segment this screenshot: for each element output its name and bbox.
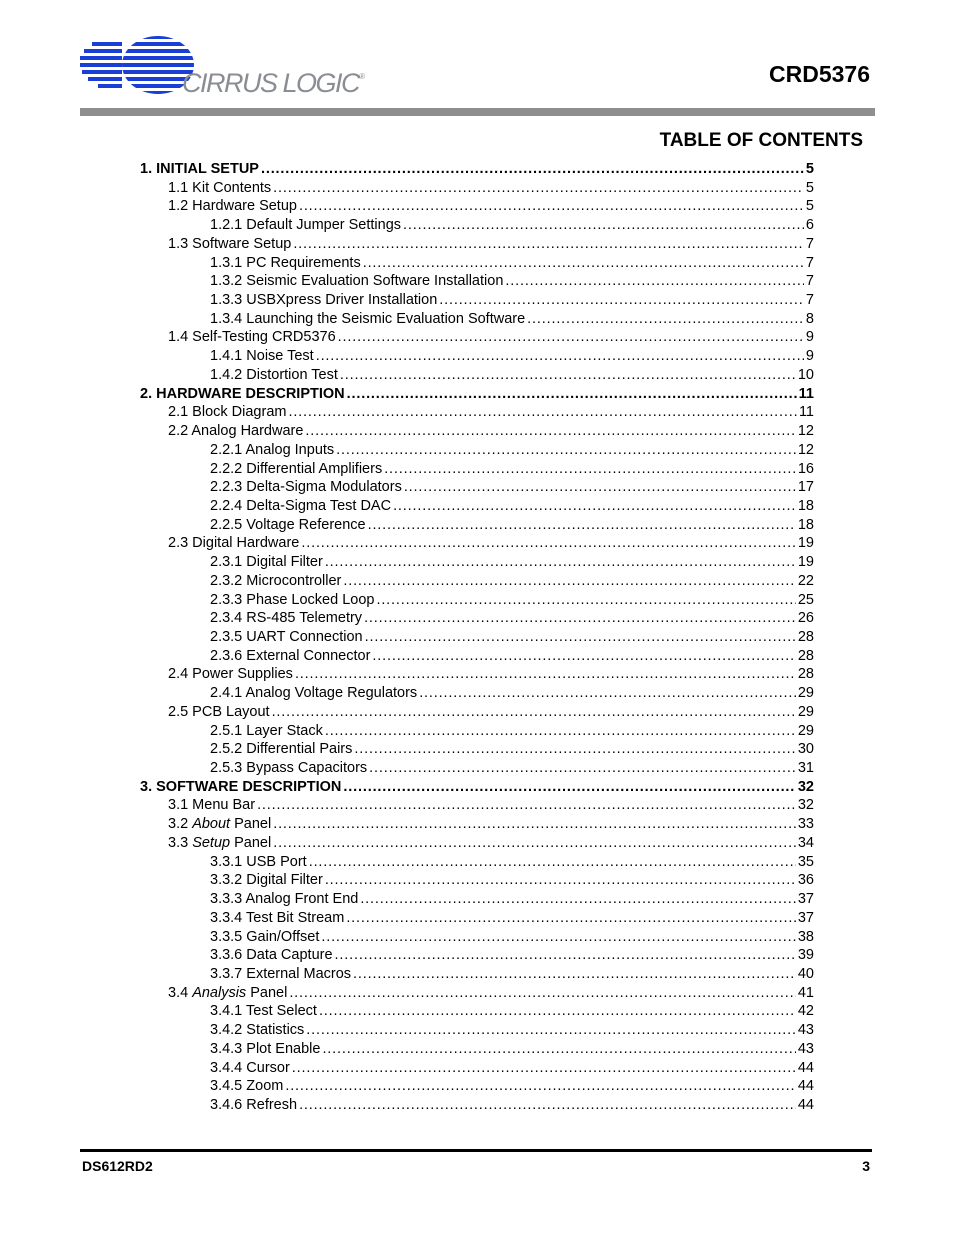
toc-entry[interactable] bbox=[140, 385, 814, 403]
toc-leader-dots bbox=[261, 160, 804, 178]
toc-entry-label: 3.3.7 External Macros bbox=[210, 965, 352, 982]
toc-entry-page: 31 bbox=[797, 760, 814, 777]
toc-entry-page: 10 bbox=[797, 366, 814, 383]
toc-leader-dots bbox=[306, 1021, 796, 1039]
toc-entry-page: 37 bbox=[797, 909, 814, 926]
toc-entry-label: 3.3.4 Test Bit Stream bbox=[210, 909, 345, 926]
toc-entry-label: 1.4.1 Noise Test bbox=[210, 348, 314, 365]
toc-leader-dots bbox=[363, 254, 804, 272]
toc-leader-dots bbox=[360, 890, 796, 908]
toc-entry[interactable] bbox=[168, 197, 814, 215]
footer-page-number: 3 bbox=[862, 1158, 870, 1174]
toc-entry-label: 2.3.3 Phase Locked Loop bbox=[210, 591, 375, 608]
toc-leader-dots bbox=[338, 328, 804, 346]
toc-entry-label: 2.2.1 Analog Inputs bbox=[210, 441, 335, 458]
toc-entry-label: 2.4.1 Analog Voltage Regulators bbox=[210, 685, 418, 702]
toc-entry[interactable] bbox=[210, 647, 814, 665]
toc-entry[interactable] bbox=[210, 759, 814, 777]
toc-entry-page: 16 bbox=[797, 460, 814, 477]
toc-entry-label: 3.3.5 Gain/Offset bbox=[210, 928, 320, 945]
toc-entry[interactable] bbox=[168, 665, 814, 683]
toc-entry-label: 3.4.2 Statistics bbox=[210, 1022, 305, 1039]
toc-entry[interactable] bbox=[168, 422, 814, 440]
toc-entry-page: 29 bbox=[797, 685, 814, 702]
toc-entry-label: 2.3.1 Digital Filter bbox=[210, 554, 323, 571]
toc-entry-label: 2.4 Power Supplies bbox=[168, 666, 293, 683]
toc-entry[interactable] bbox=[168, 534, 814, 552]
toc-leader-dots bbox=[325, 871, 796, 889]
toc-entry-label: 3.4.6 Refresh bbox=[210, 1097, 298, 1113]
toc-entry-page: 7 bbox=[805, 254, 814, 271]
toc-entry-page: 40 bbox=[797, 965, 814, 982]
toc-entry-label: 1.3 Software Setup bbox=[168, 235, 292, 252]
toc-leader-dots bbox=[346, 909, 796, 927]
toc-entry-page: 5 bbox=[805, 198, 814, 215]
toc-entry-page: 7 bbox=[805, 273, 814, 290]
toc-leader-dots bbox=[364, 609, 796, 627]
toc-entry[interactable] bbox=[210, 291, 814, 309]
toc-leader-dots bbox=[368, 516, 796, 534]
toc-leader-dots bbox=[384, 460, 796, 478]
toc-entry-page: 26 bbox=[797, 610, 814, 627]
toc-entry-label: 2.1 Block Diagram bbox=[168, 404, 287, 421]
toc-entry[interactable] bbox=[210, 216, 814, 234]
toc-entry-label: 3.3.6 Data Capture bbox=[210, 947, 333, 964]
toc-leader-dots bbox=[340, 366, 796, 384]
toc-entry-page: 19 bbox=[797, 554, 814, 571]
toc-entry-label: 1.4 Self-Testing CRD5376 bbox=[168, 329, 336, 346]
toc-entry-page: 38 bbox=[797, 928, 814, 945]
toc-entry-page: 39 bbox=[797, 947, 814, 964]
toc-leader-dots bbox=[325, 722, 796, 740]
toc-entry-label: 2.2.4 Delta-Sigma Test DAC bbox=[210, 497, 392, 514]
toc-entry-page: 43 bbox=[797, 1022, 814, 1039]
toc-leader-dots bbox=[527, 310, 804, 328]
toc-entry[interactable] bbox=[210, 460, 814, 478]
toc-entry[interactable] bbox=[210, 684, 814, 702]
toc-leader-dots bbox=[321, 928, 796, 946]
toc-entry[interactable] bbox=[210, 497, 814, 515]
toc-entry-page: 17 bbox=[797, 479, 814, 496]
toc-entry[interactable] bbox=[210, 740, 814, 758]
toc-leader-dots bbox=[273, 179, 804, 197]
toc-entry[interactable] bbox=[210, 254, 814, 272]
toc-entry-page: 11 bbox=[798, 385, 814, 402]
toc-entry[interactable] bbox=[210, 591, 814, 609]
toc-entry-label: 2.3.4 RS-485 Telemetry bbox=[210, 610, 363, 627]
toc-entry-page: 8 bbox=[805, 310, 814, 327]
toc-entry-page: 9 bbox=[805, 348, 814, 365]
toc-entry-label: 2.3.5 UART Connection bbox=[210, 629, 363, 645]
toc-entry[interactable] bbox=[168, 815, 814, 833]
toc-entry-label: 2.5.1 Layer Stack bbox=[210, 722, 323, 739]
toc-entry-page: 29 bbox=[797, 722, 814, 739]
toc-entry-page: 44 bbox=[797, 1059, 814, 1076]
toc-leader-dots bbox=[439, 291, 804, 309]
toc-entry-page: 7 bbox=[805, 235, 814, 252]
toc-entry[interactable] bbox=[210, 1059, 814, 1077]
toc-entry-label: 2. HARDWARE DESCRIPTION bbox=[140, 385, 345, 402]
toc-leader-dots bbox=[372, 647, 795, 665]
toc-entry-label: 3.4 Analysis Panel bbox=[168, 984, 288, 1001]
toc-entry-page: 25 bbox=[797, 591, 814, 608]
toc-leader-dots bbox=[403, 216, 804, 234]
toc-entry[interactable] bbox=[210, 572, 814, 590]
toc-entry-page: 44 bbox=[797, 1097, 814, 1113]
toc-entry-page: 18 bbox=[797, 497, 814, 514]
toc-entry[interactable] bbox=[210, 478, 814, 496]
toc-entry[interactable] bbox=[210, 628, 814, 646]
toc-entry[interactable] bbox=[210, 853, 814, 871]
toc-entry-page: 5 bbox=[805, 161, 814, 177]
toc-entry[interactable] bbox=[210, 928, 814, 946]
toc-entry-label: 1.4.2 Distortion Test bbox=[210, 366, 338, 383]
toc-entry-page: 6 bbox=[805, 217, 814, 234]
toc-entry-label: 2.5.2 Differential Pairs bbox=[210, 741, 353, 758]
toc-entry-page: 32 bbox=[797, 797, 814, 814]
toc-entry-page: 11 bbox=[798, 404, 814, 421]
toc-entry-label: 2.2 Analog Hardware bbox=[168, 423, 304, 440]
toc-leader-dots bbox=[354, 740, 795, 758]
toc-leader-dots bbox=[289, 984, 796, 1002]
logo-wordmark: CIRRUS LOGIC® bbox=[182, 68, 365, 98]
toc-leader-dots bbox=[288, 403, 796, 421]
page-title: TABLE OF CONTENTS bbox=[659, 130, 863, 151]
toc-entry-page: 34 bbox=[797, 834, 814, 851]
toc-leader-dots bbox=[273, 815, 796, 833]
toc-entry[interactable] bbox=[210, 609, 814, 627]
toc-entry-label: 3.1 Menu Bar bbox=[168, 797, 256, 814]
toc-leader-dots bbox=[343, 572, 796, 590]
toc-entry-label: 3.2 About Panel bbox=[168, 816, 272, 833]
footer-divider bbox=[80, 1149, 872, 1152]
toc-entry-label: 3.4.5 Zoom bbox=[210, 1078, 284, 1095]
toc-entry[interactable] bbox=[140, 778, 814, 796]
toc-entry[interactable] bbox=[140, 160, 814, 178]
toc-entry-label: 3.3.3 Analog Front End bbox=[210, 891, 359, 908]
toc-entry-page: 18 bbox=[797, 516, 814, 533]
toc-entry[interactable] bbox=[168, 235, 814, 253]
toc-entry[interactable] bbox=[210, 1096, 814, 1114]
toc-entry[interactable] bbox=[210, 1077, 814, 1095]
toc-entry[interactable] bbox=[168, 328, 814, 346]
toc-entry-page: 28 bbox=[797, 647, 814, 664]
toc-leader-dots bbox=[347, 385, 797, 403]
toc-entry-page: 9 bbox=[805, 329, 814, 346]
toc-entry-page: 33 bbox=[797, 816, 814, 833]
toc-entry-page: 29 bbox=[797, 703, 814, 720]
toc-leader-dots bbox=[305, 422, 795, 440]
toc-entry-page: 12 bbox=[797, 441, 814, 458]
toc-entry-label: 3.3 Setup Panel bbox=[168, 834, 272, 851]
toc-leader-dots bbox=[369, 759, 796, 777]
header-divider bbox=[80, 108, 875, 116]
toc-entry[interactable] bbox=[168, 834, 814, 852]
toc-entry[interactable] bbox=[210, 310, 814, 328]
toc-entry-label: 2.5 PCB Layout bbox=[168, 703, 270, 720]
toc-entry-label: 3. SOFTWARE DESCRIPTION bbox=[140, 778, 342, 795]
toc-entry[interactable] bbox=[168, 703, 814, 721]
toc-entry[interactable] bbox=[210, 909, 814, 927]
toc-entry-page: 35 bbox=[797, 853, 814, 870]
toc-leader-dots bbox=[319, 1002, 796, 1020]
toc-entry-label: 2.3 Digital Hardware bbox=[168, 535, 300, 552]
toc-entry[interactable] bbox=[210, 965, 814, 983]
toc-entry-page: 43 bbox=[797, 1040, 814, 1057]
toc-leader-dots bbox=[273, 834, 796, 852]
toc-entry[interactable] bbox=[210, 272, 814, 290]
toc-leader-dots bbox=[292, 1059, 796, 1077]
toc-leader-dots bbox=[322, 1040, 795, 1058]
toc-entry-page: 7 bbox=[805, 292, 814, 309]
toc-entry-label: 2.3.2 Microcontroller bbox=[210, 572, 342, 589]
toc-leader-dots bbox=[272, 703, 796, 721]
toc-entry-label: 1.1 Kit Contents bbox=[168, 179, 272, 196]
toc-entry-label: 1.3.4 Launching the Seismic Evaluation Software bbox=[210, 310, 526, 327]
toc-leader-dots bbox=[299, 1096, 796, 1114]
toc-leader-dots bbox=[293, 235, 804, 253]
toc-entry-label: 3.4.1 Test Select bbox=[210, 1003, 317, 1020]
toc-entry-label: 2.2.2 Differential Amplifiers bbox=[210, 460, 383, 477]
toc-entry[interactable] bbox=[210, 890, 814, 908]
toc-entry[interactable] bbox=[168, 179, 814, 197]
toc-entry-page: 42 bbox=[797, 1003, 814, 1020]
toc-entry-label: 1.3.1 PC Requirements bbox=[210, 254, 361, 271]
toc-entry[interactable] bbox=[168, 984, 814, 1002]
toc-entry-page: 28 bbox=[797, 666, 814, 683]
toc-leader-dots bbox=[299, 197, 804, 215]
toc-entry-label: 3.4.3 Plot Enable bbox=[210, 1040, 321, 1057]
toc-entry[interactable] bbox=[210, 347, 814, 365]
toc-entry[interactable] bbox=[210, 1002, 814, 1020]
toc-entry-label: 1.3.3 USBXpress Driver Installation bbox=[210, 292, 438, 309]
toc-leader-dots bbox=[365, 628, 796, 646]
toc-entry[interactable] bbox=[210, 1040, 814, 1058]
toc-entry[interactable] bbox=[210, 441, 814, 459]
toc-entry-label: 3.4.4 Cursor bbox=[210, 1059, 290, 1076]
toc-entry[interactable] bbox=[210, 366, 814, 384]
toc-entry-label: 2.5.3 Bypass Capacitors bbox=[210, 760, 368, 777]
toc-leader-dots bbox=[353, 965, 796, 983]
toc-entry-page: 12 bbox=[797, 423, 814, 440]
toc-entry-page: 22 bbox=[797, 572, 814, 589]
toc-leader-dots bbox=[376, 591, 795, 609]
toc-leader-dots bbox=[505, 272, 804, 290]
toc-entry-label: 2.2.3 Delta-Sigma Modulators bbox=[210, 479, 402, 496]
toc-leader-dots bbox=[335, 946, 796, 964]
toc-entry-page: 19 bbox=[797, 535, 814, 552]
toc-leader-dots bbox=[309, 853, 796, 871]
toc-entry-page: 32 bbox=[797, 778, 814, 795]
toc-entry-label: 2.2.5 Voltage Reference bbox=[210, 516, 366, 533]
toc-entry[interactable] bbox=[210, 1021, 814, 1039]
toc-entry[interactable] bbox=[168, 796, 814, 814]
toc-entry[interactable] bbox=[168, 403, 814, 421]
toc-entry-label: 3.3.2 Digital Filter bbox=[210, 872, 323, 889]
toc-leader-dots bbox=[257, 796, 796, 814]
toc-leader-dots bbox=[316, 347, 804, 365]
toc-leader-dots bbox=[404, 478, 796, 496]
footer-doc-number: DS612RD2 bbox=[82, 1158, 153, 1174]
toc-entry-label: 1.3.2 Seismic Evaluation Software Installation bbox=[210, 273, 504, 290]
toc-entry-page: 30 bbox=[797, 741, 814, 758]
toc-leader-dots bbox=[393, 497, 796, 515]
toc-entry[interactable] bbox=[210, 516, 814, 534]
toc-entry-label: 2.3.6 External Connector bbox=[210, 647, 371, 664]
document-id: CRD5376 bbox=[769, 61, 870, 87]
toc-entry-page: 37 bbox=[797, 891, 814, 908]
toc-entry[interactable] bbox=[210, 553, 814, 571]
toc-leader-dots bbox=[343, 778, 795, 796]
toc-leader-dots bbox=[325, 553, 796, 571]
toc-entry-page: 36 bbox=[797, 872, 814, 889]
toc-leader-dots bbox=[295, 665, 796, 683]
toc-leader-dots bbox=[301, 534, 795, 552]
toc-entry[interactable] bbox=[210, 871, 814, 889]
toc-entry-label: 1. INITIAL SETUP bbox=[140, 161, 259, 177]
toc-entry[interactable] bbox=[210, 946, 814, 964]
toc-entry-label: 1.2 Hardware Setup bbox=[168, 198, 297, 215]
toc-entry-label: 3.3.1 USB Port bbox=[210, 853, 307, 870]
toc-entry-page: 28 bbox=[797, 629, 814, 645]
toc-entry-label: 1.2.1 Default Jumper Settings bbox=[210, 217, 402, 234]
toc-leader-dots bbox=[285, 1077, 796, 1095]
toc-entry-page: 5 bbox=[805, 179, 814, 196]
toc-entry[interactable] bbox=[210, 722, 814, 740]
toc-leader-dots bbox=[336, 441, 796, 459]
toc-leader-dots bbox=[419, 684, 796, 702]
toc-entry-page: 44 bbox=[797, 1078, 814, 1095]
toc-entry-page: 41 bbox=[797, 984, 814, 1001]
